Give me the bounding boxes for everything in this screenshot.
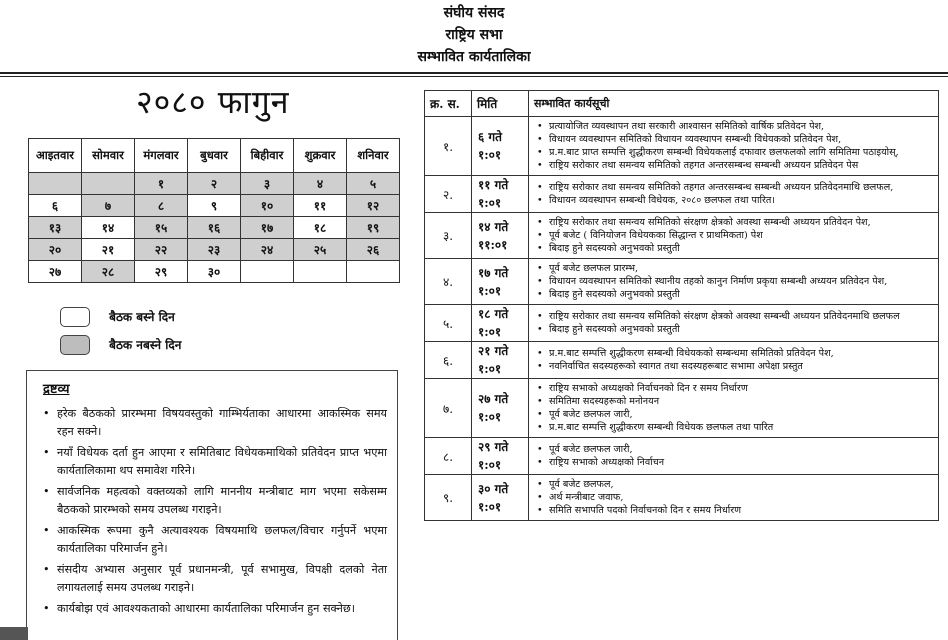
schedule-row <box>425 438 939 475</box>
schedule-row <box>425 176 939 213</box>
serial-cell: ८. <box>425 438 472 475</box>
agenda-item: • पूर्व बजेट छलफल, <box>535 478 932 491</box>
legend-no-meeting-label: बैठक नबस्ने दिन <box>109 338 182 352</box>
date-text: ३० गते <box>478 481 509 496</box>
agenda-cell <box>529 305 939 342</box>
agenda-item: • राष्ट्रिय सरोकार तथा समन्वय समितिको संरक्षण क्षेत्रको अवस्था सम्बन्धी अध्ययन प्रतिवेदनमाथि छलफल <box>535 310 932 323</box>
serial-cell: ४. <box>425 259 472 305</box>
date-text: २७ गते <box>478 392 509 406</box>
agenda-item: • समितिमा सदस्यहरूको मनोनयन <box>535 395 932 408</box>
weekday-header: सोमवार <box>82 139 135 173</box>
calendar-day-cell: १४ <box>82 217 135 239</box>
notes-list <box>43 405 387 618</box>
calendar-day-cell: १५ <box>135 217 188 239</box>
agenda-list <box>535 382 932 434</box>
calendar-day-cell: १९ <box>347 217 400 239</box>
calendar-day-cell <box>82 173 135 195</box>
agenda-item: • प्र.म.बाट सम्पत्ति शुद्धीकरण सम्बन्धी विधेयक छलफल तथा पारित <box>535 421 932 434</box>
time-text: १:०१ <box>478 458 502 472</box>
calendar-week-row <box>29 217 400 239</box>
weekday-header: शनिवार <box>347 139 400 173</box>
note-item: • हरेक बैठकको प्रारम्भमा विषयवस्तुको गाम्भिर्यताका आधारमा आकस्मिक समय रहन सक्ने। <box>43 405 387 441</box>
calendar-table <box>28 138 400 283</box>
calendar-day-cell: १७ <box>241 217 294 239</box>
header-rule <box>0 72 948 74</box>
calendar-day-cell: २२ <box>135 239 188 261</box>
agenda-item: • पूर्व बजेट छलफल जारी, <box>535 443 932 456</box>
note-item: • संसदीय अभ्यास अनुसार पूर्व प्रधानमन्त्री, पूर्व सभामुख, विपक्षी दलको नेता लगायतलाई समय उपलब्ध गराइने। <box>43 561 387 597</box>
calendar-day-cell: ६ <box>29 195 82 217</box>
notes-title: द्रष्टव्य <box>43 382 70 397</box>
calendar-week-row <box>29 239 400 261</box>
date-cell <box>472 305 529 342</box>
agenda-cell <box>529 176 939 213</box>
legend-white-swatch <box>60 307 90 327</box>
calendar-day-cell: १२ <box>347 195 400 217</box>
agenda-item: • प्र.म.बाट प्राप्त सम्पत्ति शुद्धीकरण सम्बन्धी विधेयकलाई दफावार छलफलको लागि समितिमा पठाइयोस्, <box>535 146 932 159</box>
calendar-week-row <box>29 261 400 283</box>
date-text: १७ गते <box>478 265 509 280</box>
agenda-list <box>535 478 932 517</box>
date-text: ६ गते <box>478 130 503 144</box>
agenda-item: • पूर्व बजेट छलफल जारी, <box>535 408 932 421</box>
note-item: • नयाँ विधेयक दर्ता हुन आएमा र समितिबाट विधेयकमाथिको प्रतिवेदन प्राप्त भएमा कार्यतालिकामा थप समावेश गरिने। <box>43 444 387 480</box>
calendar-day-cell: २८ <box>82 261 135 283</box>
schedule-title: सम्भावित कार्यतालिका <box>417 49 531 65</box>
agenda-item: • बिदाइ हुने सदस्यको अनुभवको प्रस्तुती <box>535 323 932 336</box>
schedule-header-row <box>425 91 939 117</box>
calendar-day-cell: १६ <box>188 217 241 239</box>
serial-cell: ५. <box>425 305 472 342</box>
agenda-item: • प्रत्यायोजित व्यवस्थापन तथा सरकारी आश्वासन समितिको वार्षिक प्रतिवेदन पेश, <box>535 120 932 133</box>
weekday-header: बुधवार <box>188 139 241 173</box>
time-text: १:०१ <box>478 362 502 376</box>
date-cell <box>472 379 529 438</box>
agenda-cell <box>529 438 939 475</box>
calendar-day-cell: १ <box>135 173 188 195</box>
agenda-list <box>535 262 932 301</box>
date-cell <box>472 438 529 475</box>
calendar-week-row <box>29 195 400 217</box>
serial-cell: ७. <box>425 379 472 438</box>
time-text: ११:०१ <box>478 237 508 252</box>
date-cell <box>472 342 529 379</box>
agenda-list <box>535 310 932 336</box>
calendar-day-cell: २० <box>29 239 82 261</box>
date-cell <box>472 117 529 176</box>
schedule-row <box>425 342 939 379</box>
schedule-body <box>425 117 939 521</box>
schedule-row <box>425 117 939 176</box>
date-header: मिति <box>472 91 529 117</box>
agenda-item: • बिदाइ हुने सदस्यको अनुभवको प्रस्तुती <box>535 242 932 255</box>
calendar-day-cell: ८ <box>135 195 188 217</box>
agenda-item: • विधायन व्यवस्थापन समितिको विधायन व्यवस्थापन सम्बन्धी विधेयकको प्रतिवेदन पेश, <box>535 133 932 146</box>
agenda-item: • विधायन व्यवस्थापन समितिको स्थानीय तहको कानुन निर्माण प्रकृया सम्बन्धी अध्ययन प्रतिवेदन पेश, <box>535 275 932 288</box>
agenda-item: • राष्ट्रिय सरोकार तथा समन्वय समितिको तहगत अन्तरसम्बन्ध सम्बन्धी अध्ययन प्रतिवेदन पेस <box>535 159 932 172</box>
legend-meeting <box>60 306 175 327</box>
agenda-cell <box>529 213 939 259</box>
agenda-cell <box>529 117 939 176</box>
time-text: १:०१ <box>478 283 502 298</box>
agenda-item: • पूर्व बजेट छलफल प्रारम्भ, <box>535 262 932 275</box>
date-text: १८ गते <box>478 307 509 321</box>
agenda-item: • बिदाइ हुने सदस्यको अनुभवको प्रस्तुती <box>535 288 932 301</box>
calendar-day-cell: २ <box>188 173 241 195</box>
schedule-row <box>425 475 939 521</box>
serial-cell: १. <box>425 117 472 176</box>
agenda-item: • नवनिर्वाचित सदस्यहरूको स्वागत तथा सदस्यहरूबाट सभामा अपेक्षा प्रस्तुत <box>535 360 932 373</box>
assembly-title: राष्ट्रिय सभा <box>445 27 503 43</box>
schedule-row <box>425 259 939 305</box>
legend-gray-swatch <box>60 335 90 355</box>
month-title: २०८० फागुन <box>136 83 290 121</box>
calendar-day-cell: २५ <box>294 239 347 261</box>
weekday-header: शुक्रवार <box>294 139 347 173</box>
schedule-row <box>425 379 939 438</box>
calendar-day-cell: १३ <box>29 217 82 239</box>
date-cell <box>472 475 529 521</box>
agenda-cell <box>529 379 939 438</box>
date-text: १४ गते <box>478 219 509 234</box>
calendar-day-cell: ३० <box>188 261 241 283</box>
schedule-table <box>424 90 939 521</box>
date-text: २१ गते <box>478 344 509 358</box>
calendar-body <box>29 173 400 283</box>
schedule-row <box>425 213 939 259</box>
calendar-day-cell: २३ <box>188 239 241 261</box>
calendar-day-cell: २४ <box>241 239 294 261</box>
serial-header: क्र. स. <box>425 91 472 117</box>
agenda-cell <box>529 475 939 521</box>
calendar-day-cell <box>294 261 347 283</box>
legend-no-meeting <box>60 334 181 355</box>
agenda-item: • राष्ट्रिय सभाको अध्यक्षको निर्वाचनको दिन र समय निर्धारण <box>535 382 932 395</box>
note-item: • कार्यबोझ एवं आवश्यकताको आधारमा कार्यतालिका परिमार्जन हुन सक्नेछ। <box>43 600 387 618</box>
calendar-day-cell: ३ <box>241 173 294 195</box>
document-header <box>0 2 948 68</box>
serial-cell: ३. <box>425 213 472 259</box>
agenda-item: • प्र.म.बाट सम्पत्ति शुद्धीकरण सम्बन्धी विधेयकको सम्बन्धमा समितिको प्रतिवेदन पेश, <box>535 347 932 360</box>
agenda-list <box>535 120 932 172</box>
agenda-list <box>535 347 932 373</box>
serial-cell: ६. <box>425 342 472 379</box>
agenda-cell <box>529 259 939 305</box>
time-text: १:०१ <box>478 325 502 339</box>
agenda-item: • राष्ट्रिय सरोकार तथा समन्वय समितिको संरक्षण क्षेत्रको अवस्था सम्बन्धी अध्ययन प्रतिवेदन पेश, <box>535 216 932 229</box>
serial-cell: ९. <box>425 475 472 521</box>
calendar-day-cell <box>241 261 294 283</box>
agenda-list <box>535 181 932 207</box>
legend-meeting-label: बैठक बस्ने दिन <box>109 310 175 324</box>
time-text: १:०१ <box>478 499 502 514</box>
calendar-day-cell: १८ <box>294 217 347 239</box>
time-text: १:०१ <box>478 148 502 162</box>
calendar-day-cell: १० <box>241 195 294 217</box>
calendar-day-cell <box>29 173 82 195</box>
agenda-cell <box>529 342 939 379</box>
notes-box <box>26 370 398 640</box>
calendar-day-cell: ४ <box>294 173 347 195</box>
calendar-week-row <box>29 173 400 195</box>
calendar-day-cell: ११ <box>294 195 347 217</box>
calendar-day-cell: २१ <box>82 239 135 261</box>
weekday-header: बिहीवार <box>241 139 294 173</box>
time-text: १:०१ <box>478 410 502 424</box>
agenda-item: • समिति सभापति पदको निर्वाचनको दिन र समय निर्धारण <box>535 504 932 517</box>
schedule-row <box>425 305 939 342</box>
calendar-day-cell: २७ <box>29 261 82 283</box>
date-cell <box>472 176 529 213</box>
note-item: • सार्वजनिक महत्वको वक्तव्यको लागि माननीय मन्त्रीबाट माग भएमा सकेसम्म बैठकको प्रारम्भको समय उपलब्ध गराइने। <box>43 483 387 519</box>
calendar-day-cell: २६ <box>347 239 400 261</box>
agenda-list <box>535 443 932 469</box>
calendar-day-cell: ७ <box>82 195 135 217</box>
agenda-list <box>535 216 932 255</box>
parliament-title: संघीय संसद <box>443 5 505 21</box>
calendar-day-cell: ५ <box>347 173 400 195</box>
agenda-header: सम्भावित कार्यसूची <box>529 91 939 117</box>
serial-cell: २. <box>425 176 472 213</box>
header-rule-thin <box>0 76 948 77</box>
agenda-item: • पूर्व बजेट ( विनियोजन विधेयकका सिद्धान्त र प्राथमिकता) पेश <box>535 229 932 242</box>
calendar-day-cell: ९ <box>188 195 241 217</box>
date-text: ११ गते <box>478 178 509 192</box>
date-cell <box>472 259 529 305</box>
corner-thumbnail-icon <box>0 627 28 640</box>
calendar-day-cell <box>347 261 400 283</box>
calendar-header-row <box>29 139 400 173</box>
agenda-item: • राष्ट्रिय सरोकार तथा समन्वय समितिको तहगत अन्तरसम्बन्ध सम्बन्धी अध्ययन प्रतिवेदनमाथि छलफल, <box>535 181 932 194</box>
calendar-day-cell: २९ <box>135 261 188 283</box>
weekday-header: आइतवार <box>29 139 82 173</box>
agenda-item: • राष्ट्रिय सभाको अध्यक्षको निर्वाचन <box>535 456 932 469</box>
agenda-item: • विधायन व्यवस्थापन सम्बन्धी विधेयक, २०८० छलफल तथा पारित। <box>535 194 932 207</box>
weekday-header: मंगलवार <box>135 139 188 173</box>
date-cell <box>472 213 529 259</box>
date-text: २९ गते <box>478 440 509 454</box>
time-text: १:०१ <box>478 196 502 210</box>
note-item: • आकस्मिक रूपमा कुनै अत्यावश्यक विषयमाथि छलफल/विचार गर्नुपर्ने भएमा कार्यतालिका परिमार्जन हुने। <box>43 522 387 558</box>
agenda-item: • अर्थ मन्त्रीबाट जवाफ, <box>535 491 932 504</box>
